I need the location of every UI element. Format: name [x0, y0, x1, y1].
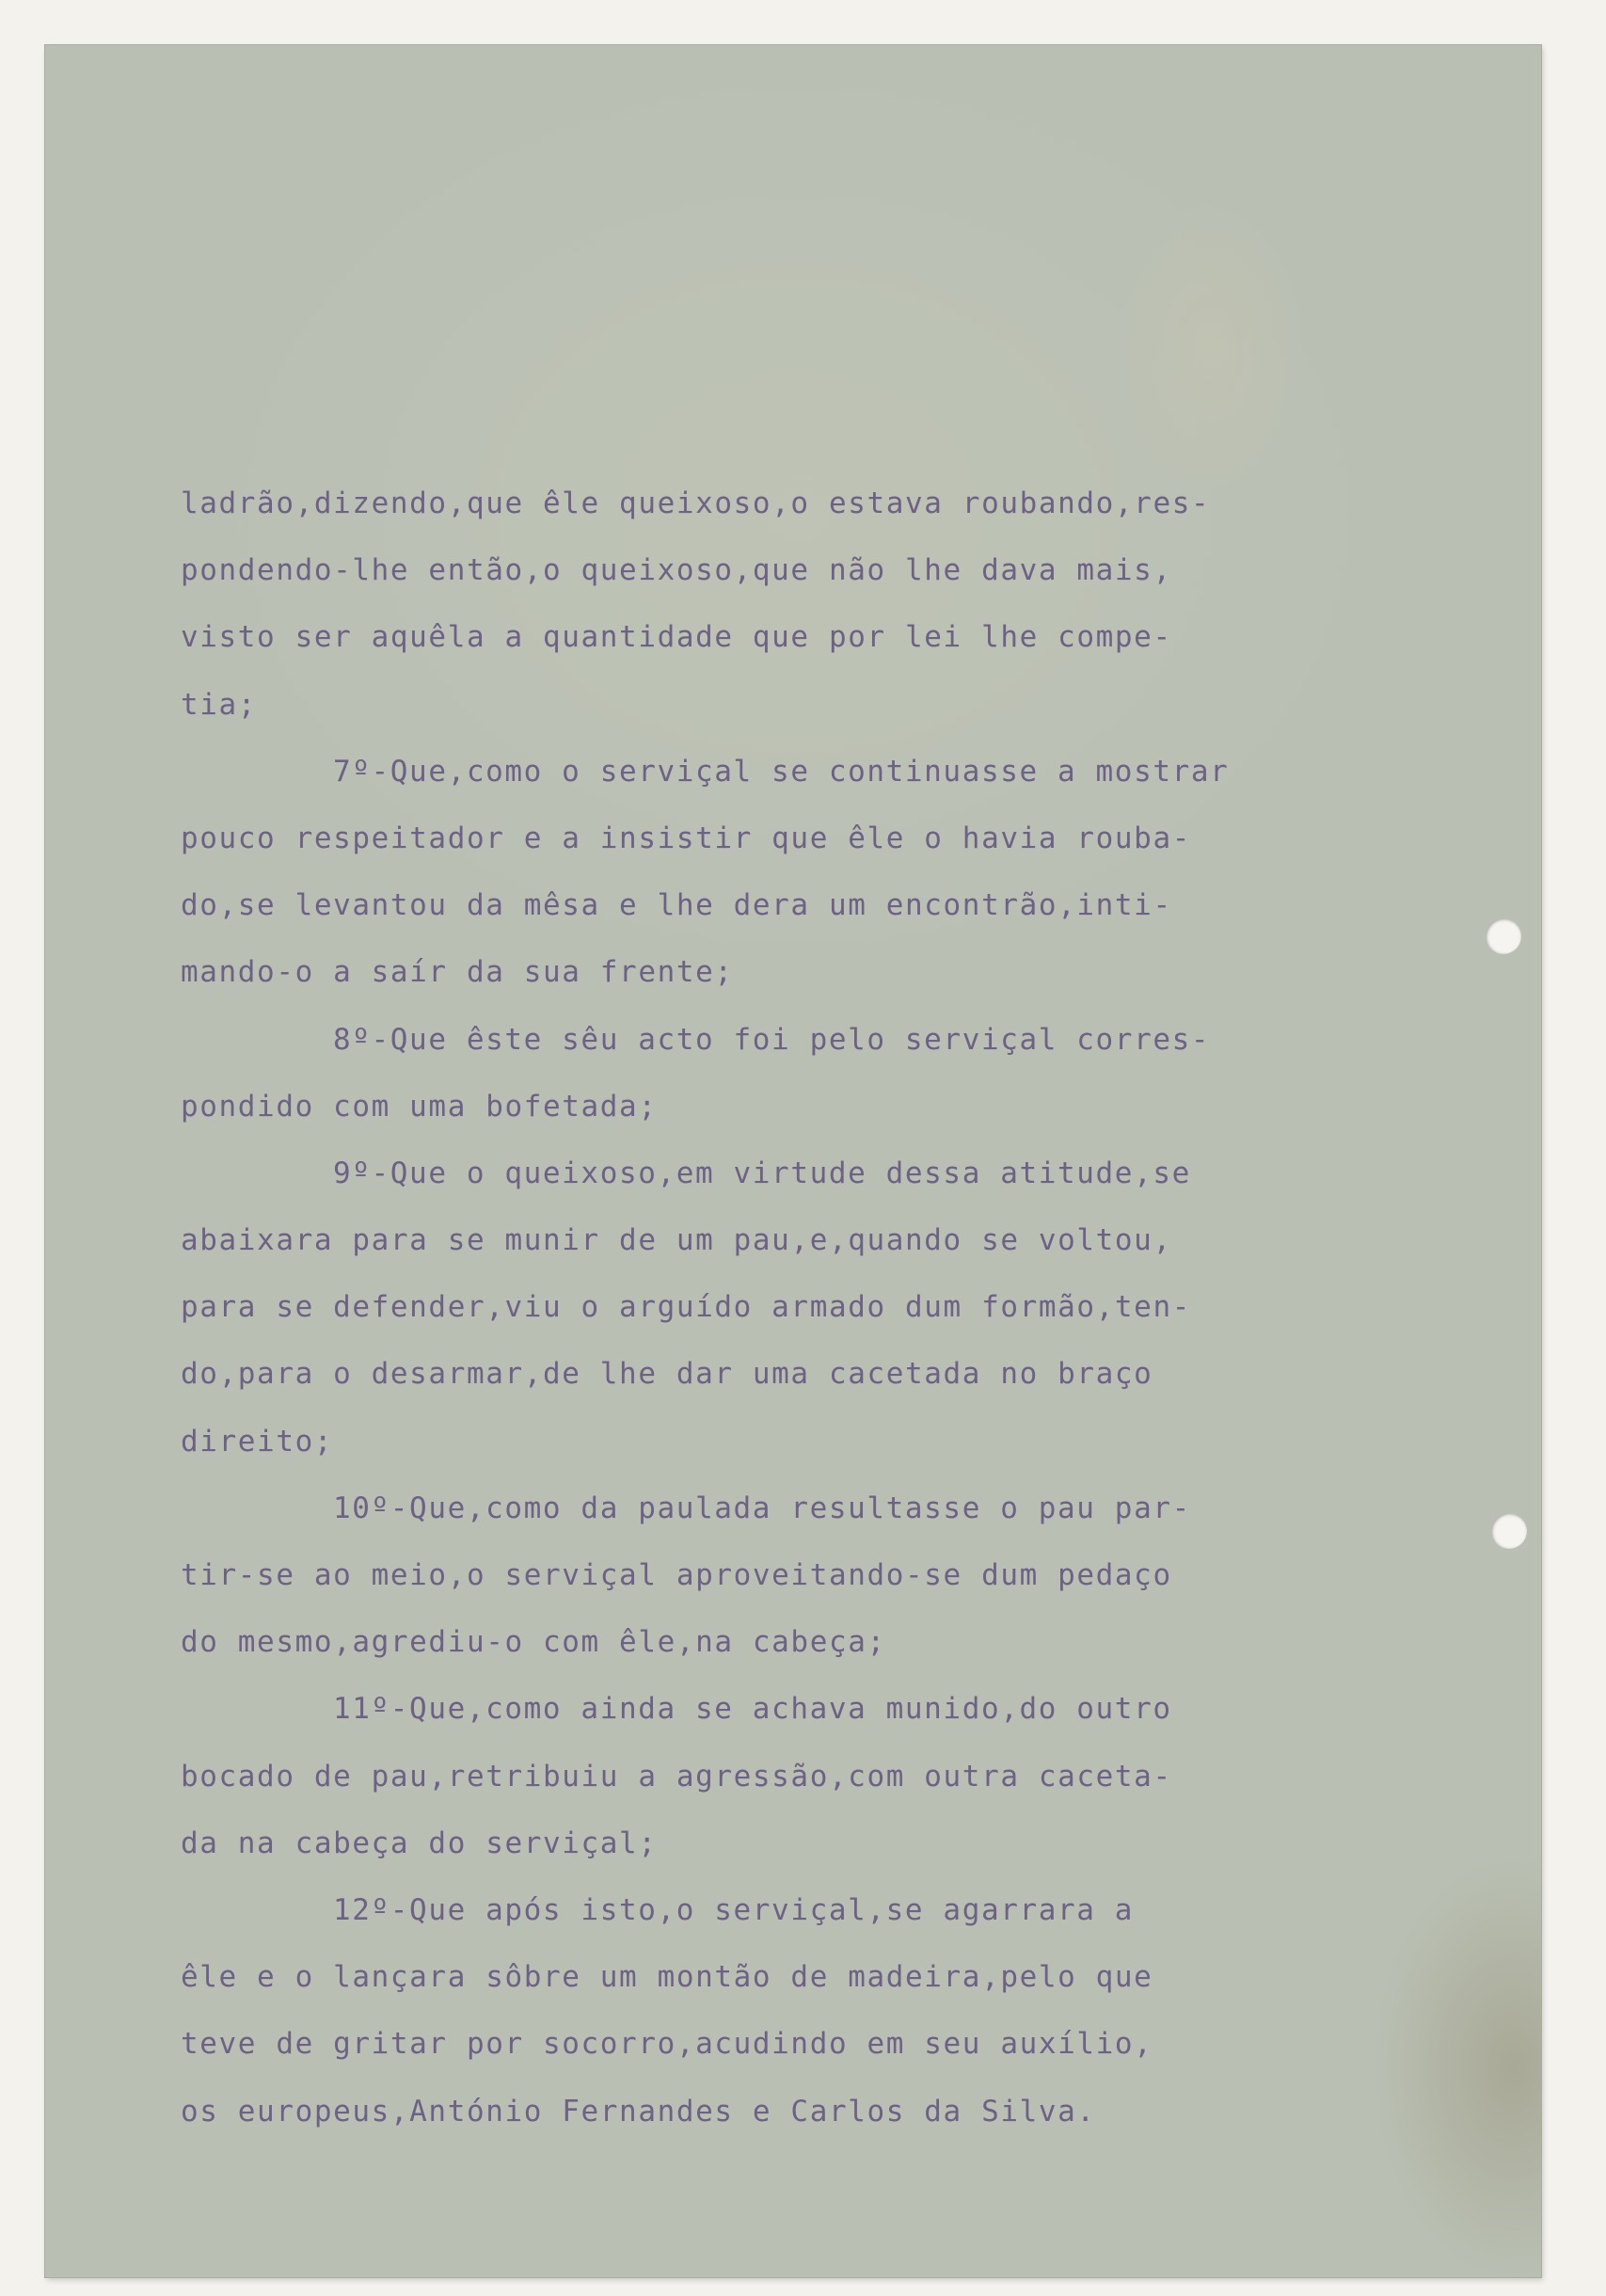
text-line: pondido com uma bofetada; — [181, 1089, 658, 1124]
text-line: bocado de pau,retribuiu a agressão,com outra caceta- — [181, 1759, 1172, 1794]
text-line: da na cabeça do serviçal; — [181, 1826, 658, 1860]
text-line: abaixara para se munir de um pau,e,quando se voltou, — [181, 1223, 1172, 1258]
text-line: tia; — [181, 687, 258, 722]
text-line: mando-o a saír da sua frente; — [181, 955, 734, 990]
text-line: visto ser aquêla a quantidade que por lei lhe compe- — [181, 620, 1172, 655]
item-8-line: 8º-Que êste sêu acto foi pelo serviçal corres- — [333, 1022, 1211, 1057]
text-line: do,para o desarmar,de lhe dar uma cacetada no braço — [181, 1357, 1153, 1392]
text-line: teve de gritar por socorro,acudindo em seu auxílio, — [181, 2027, 1153, 2062]
punch-hole — [1486, 918, 1521, 954]
text-line: tir-se ao meio,o serviçal aproveitando-se dum pedaço — [181, 1558, 1172, 1592]
text-line: ladrão,dizendo,que êle queixoso,o estava roubando,res- — [181, 486, 1211, 520]
item-7-line: 7º-Que,como o serviçal se continuasse a mostrar — [333, 754, 1230, 789]
item-12-line: 12º-Que após isto,o serviçal,se agarrara a — [333, 1892, 1135, 1927]
text-line: do mesmo,agrediu-o com êle,na cabeça; — [181, 1625, 886, 1660]
text-line: direito; — [181, 1424, 334, 1459]
text-line: pondendo-lhe então,o queixoso,que não lhe dava mais, — [181, 553, 1172, 588]
item-10-line: 10º-Que,como da paulada resultasse o pau par- — [333, 1491, 1191, 1525]
item-11-line: 11º-Que,como ainda se achava munido,do outro — [333, 1692, 1172, 1727]
text-line: êle e o lançara sôbre um montão de madeira,pelo que — [181, 1960, 1153, 1995]
item-9-line: 9º-Que o queixoso,em virtude dessa atitude,se — [333, 1156, 1191, 1190]
punch-hole — [1491, 1513, 1527, 1549]
typed-text-body — [181, 470, 1310, 2145]
text-line: pouco respeitador e a insistir que êle o havia rouba- — [181, 821, 1191, 855]
text-line: os europeus,António Fernandes e Carlos da Silva. — [181, 2094, 1096, 2129]
text-line: do,se levantou da mêsa e lhe dera um encontrão,inti- — [181, 888, 1172, 923]
text-line: para se defender,viu o arguído armado dum formão,ten- — [181, 1290, 1191, 1325]
